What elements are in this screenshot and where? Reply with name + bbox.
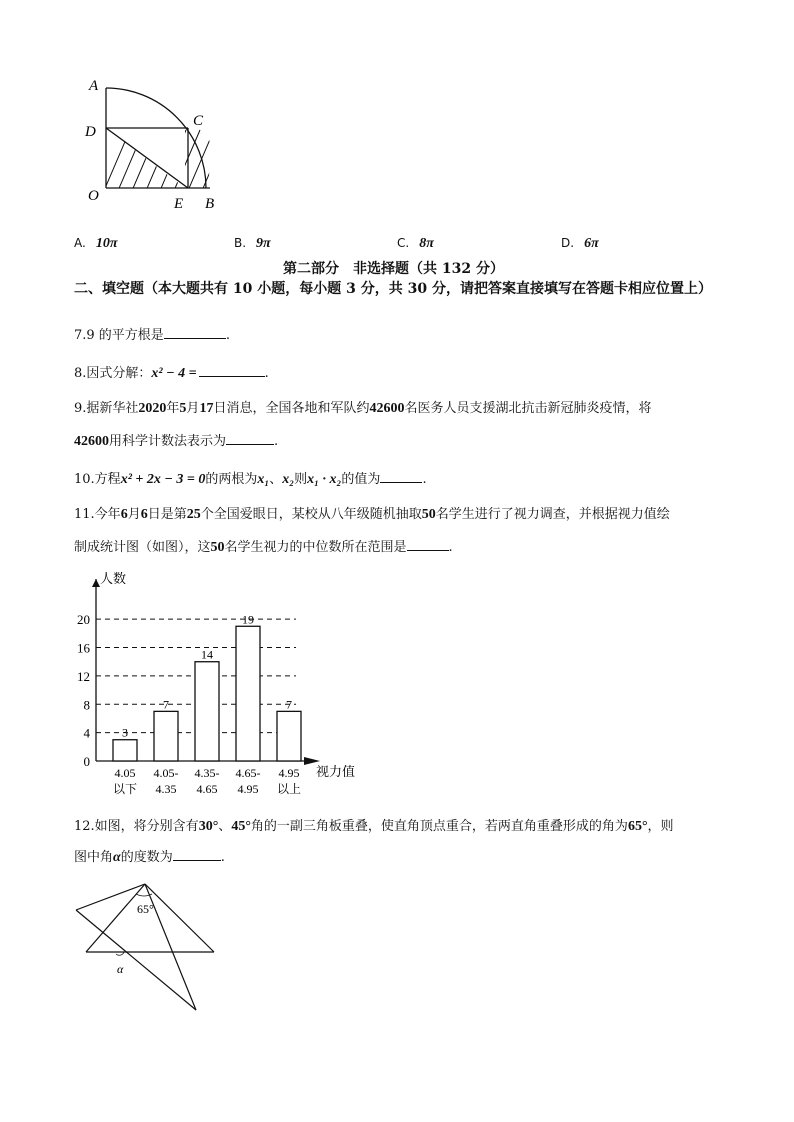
y-tick-label: 20 [77,612,90,628]
answer-blank-8[interactable] [199,364,265,377]
question-7: 7.9 的平方根是 . [74,328,230,343]
option-b[interactable]: B. 9π [234,236,271,251]
option-c[interactable]: C. 8π [397,236,434,251]
bar-value-label: 14 [201,647,213,662]
hatch-pattern [100,130,228,200]
x-category-label: 4.05 [114,766,136,780]
vision-bar-chart [70,565,370,805]
question-12-line1: 12.如图，将分别含有30°、45°角的一副三角板重叠，使直角顶点重合，若两直角重叠形成的角为65°，则 [74,819,674,834]
question-8: 8.因式分解：x² − 4 = . [74,366,269,381]
label-b: B [205,196,215,212]
answer-blank-9[interactable] [226,432,274,445]
part-title: 第二部分 非选择题（共 132 分） [283,261,504,277]
x-category-label: 4.95 [237,782,259,796]
label-e: E [174,196,184,212]
bar [277,711,301,761]
sector-figure [80,70,230,215]
question-12-line2: 图中角α的度数为 . [74,850,225,865]
triangles-figure [74,880,224,1015]
x-category-label: 以上 [276,782,302,796]
question-9-line1: 9.据新华社2020年5月17日消息，全国各地和军队约42600名医务人员支援湖北抗击新冠肺炎疫情，将 [74,401,652,416]
bar [195,662,219,761]
y-tick-label: 12 [77,668,90,684]
question-10: 10.方程x² + 2x − 3 = 0的两根为x₁、x₂则x₁ · x₂的值为 . [74,472,427,487]
option-d[interactable]: D. 6π [561,236,599,251]
bar [236,626,260,761]
x-category-label: 4.65 [196,782,218,796]
answer-blank-7[interactable] [164,326,226,339]
y-axis-arrow [92,579,100,587]
x-category-label: 以下 [112,782,138,796]
y-axis-label: 人数 [100,571,127,586]
label-d: D [85,124,96,140]
y-tick-label: 8 [83,697,90,713]
bar-value-label: 7 [163,697,169,712]
alpha-label: α [117,962,124,976]
answer-blank-12[interactable] [173,848,221,861]
question-9-line2: 42600用科学计数法表示为 . [74,434,279,449]
x-category-label: 4.35 [155,782,177,796]
x-category-label: 4.95 [278,766,300,780]
bar-value-label: 7 [286,697,292,712]
x-category-label: 4.35- [194,766,220,780]
y-tick-label: 0 [83,754,90,769]
x-axis-label: 视力值 [316,764,356,779]
bar [113,740,137,761]
x-category-label: 4.65- [235,766,261,780]
label-c: C [193,113,204,129]
bar-value-label: 3 [122,725,128,740]
bar-value-label: 19 [242,612,254,627]
option-a[interactable]: A. 10π [74,236,118,251]
x-category-label: 4.05- [153,766,179,780]
question-11-line1: 11.今年6月6日是第25个全国爱眼日，某校从八年级随机抽取50名学生进行了视力调查，并根据视力值绘 [74,507,670,522]
answer-blank-11[interactable] [407,538,449,551]
answer-blank-10[interactable] [380,470,422,483]
label-a: A [89,78,99,94]
label-o: O [88,188,99,204]
question-11-line2: 制成统计图（如图），这50名学生视力的中位数所在范围是 . [74,540,453,555]
section-title: 二、填空题（本大题共有 10 小题，每小题 3 分，共 30 分，请把答案直接填写在答题卡相应位置上） [74,281,712,297]
y-tick-label: 16 [77,640,90,656]
angle-65-label: 65° [137,902,154,916]
bar [154,711,178,761]
sector-arc [106,88,206,188]
y-tick-label: 4 [83,725,90,741]
